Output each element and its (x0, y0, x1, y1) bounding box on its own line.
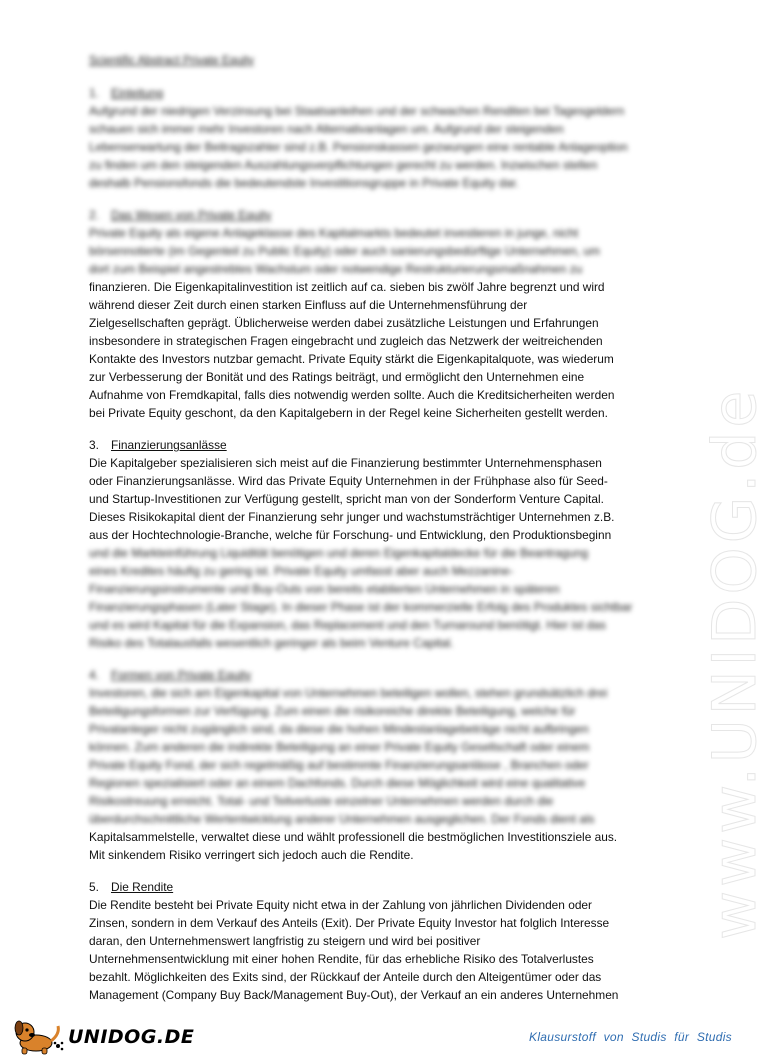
text-line: deshalb Pensionsfonds die bedeutendste Investitionsgruppe in Private Equity dar. (89, 176, 519, 190)
section-heading (89, 436, 669, 454)
dog-icon (8, 1016, 68, 1056)
text-line: Private Equity Fond, der sich regelmäßig auf bestimmte Finanzierungsanlässe , Branchen oder (89, 758, 589, 772)
section-number: 1. (89, 86, 99, 100)
text-line: Unternehmensentwicklung mit einer hohen Rendite, für das erhebliche Risiko des Totalverlustes (89, 952, 594, 966)
text-line: Die Kapitalgeber spezialisieren sich meist auf die Finanzierung bestimmter Unternehmensphasen (89, 456, 602, 470)
text-line: Aufgrund der niedrigen Verzinsung bei Staatsanleihen und der schwachen Renditen bei Tagesgeldern (89, 104, 625, 118)
text-line: Zinsen, sondern in dem Verkauf des Anteils (Exit). Der Private Equity Investor hat folglich Interesse (89, 916, 610, 930)
text-line: schauen sich immer mehr Investoren nach Alternativanlagen um. Aufgrund der steigenden (89, 122, 564, 136)
section-heading-text: Die Rendite (111, 880, 174, 894)
section-heading (89, 878, 669, 896)
text-line: Privatanleger nicht zugänglich sind, da diese die hohen Mindestanlagebeträge nicht aufbringen (89, 722, 589, 736)
section-number: 5. (89, 880, 99, 894)
logo-text: UNIDOG.DE (68, 1026, 195, 1048)
text-line: und Startup-Investitionen zur Verfügung gestellt, spricht man von der Sonderform Venture Capital. (89, 492, 604, 506)
section-heading-text: Das Wesen von Private Equity (111, 208, 272, 222)
text-line: aus der Hochtechnologie-Branche, welche für Forschung- und Entwicklung, den Produktionsbeginn (89, 528, 612, 542)
section-number: 3. (89, 438, 99, 452)
section-heading-text: Formen von Private Equity (111, 668, 252, 682)
text-line: Finanzierungsphasen (Later Stage). In dieser Phase ist der kommerzielle Erfolg des Produktes sichtbar (89, 600, 633, 614)
section-heading (89, 206, 669, 224)
section (89, 666, 669, 864)
section-number: 4. (89, 668, 99, 682)
text-line: daran, den Unternehmenswert langfristig zu steigern und wird bei positiver (89, 934, 481, 948)
text-line: Finanzierungsinstrumente und Buy-Outs von bereits etablierten Unternehmen in späteren (89, 582, 560, 596)
text-line: Lebenserwartung der Beitragszahler sind z.B. Pensionskassen gezwungen eine rentable Anlageoption (89, 140, 628, 154)
text-line: Die Rendite besteht bei Private Equity nicht etwa in der Zahlung von jährlichen Dividenden oder (89, 898, 593, 912)
text-line: zur Verbesserung der Bonität und des Ratings beiträgt, und ermöglicht den Unternehmen eine (89, 370, 585, 384)
text-line: bei Private Equity geschont, da den Kapitalgebern in der Regel keine Sicherheiten gestellt werden. (89, 406, 608, 420)
sections-container (89, 84, 669, 1004)
unidog-logo (8, 1016, 195, 1056)
footer-tagline: Klausurstoff von Studis für Studis (529, 1030, 732, 1044)
text-line: Kapitalsammelstelle, verwaltet diese und wählt professionell die bestmöglichen Investitionsziele aus. (89, 830, 618, 844)
text-line: eines Kredites häufig zu gering ist. Private Equity umfasst aber auch Mezzanine- (89, 564, 514, 578)
section-heading-text: Einleitung (111, 86, 164, 100)
text-line: börsennotierte (im Gegenteil zu Public Equity) oder auch sanierungsbedürftige Unternehmen, um (89, 244, 600, 258)
text-line: bezahlt. Möglichkeiten des Exits sind, der Rückkauf der Anteile durch den Alteigentümer oder das (89, 970, 602, 984)
section (89, 878, 669, 1004)
document-body (89, 52, 669, 1018)
text-line: Risikostreuung erreicht. Total- und Teilverluste einzelner Unternehmen werden durch die (89, 794, 554, 808)
section-number: 2. (89, 208, 99, 222)
text-line: Investoren, die sich am Eigenkapital von Unternehmen beteiligen wollen, stehen grundsätzlich drei (89, 686, 608, 700)
text-line: und es wird Kapital für die Expansion, das Replacement und den Turnaround benötigt. Hier ist das (89, 618, 606, 632)
text-line: Zielgesellschaften geprägt. Üblicherweise werden dabei zusätzliche Leistungen und Erfahrungen (89, 316, 599, 330)
text-line: Beteiligungsformen zur Verfügung. Zum einen die risikoreiche direkte Beteiligung, welche für (89, 704, 576, 718)
section-heading (89, 84, 669, 102)
section-heading-text: Finanzierungsanlässe (111, 438, 227, 452)
text-line: Dieses Risikokapital dient der Finanzierung sehr junger und wachstumsträchtiger Unternehmen z.B. (89, 510, 615, 524)
text-line: zu finden um den steigenden Auszahlungsverpflichtungen gerecht zu werden. Inzwischen stellen (89, 158, 598, 172)
text-line: während dieser Zeit durch einen starken Einfluss auf die Unternehmensführung der (89, 298, 528, 312)
text-line: Risiko des Totalausfalls wesentlich geringer als beim Venture Capital. (89, 636, 454, 650)
text-line: Mit sinkendem Risiko verringert sich jedoch auch die Rendite. (89, 848, 414, 862)
section (89, 206, 669, 422)
section (89, 436, 669, 652)
text-line: und die Markteinführung Liquidität benötigen und deren Eigenkapitaldecke für die Beantragung (89, 546, 589, 560)
section (89, 84, 669, 192)
text-line: Kontakte des Investors nutzbar gemacht. Private Equity stärkt die Eigenkapitalquote, was wiederum (89, 352, 614, 366)
text-line: insbesondere in strategischen Fragen eingebracht und zugleich das Netzwerk der weitreichenden (89, 334, 603, 348)
text-line: dort zum Beispiel angestrebtes Wachstum oder notwendige Restrukturierungsmaßnahmen zu (89, 262, 583, 276)
text-line: finanzieren. Die Eigenkapitalinvestition ist zeitlich auf ca. sieben bis zwölf Jahre begrenzt und wird (89, 280, 605, 294)
document-title: Scientific Abstract Private Equity (89, 55, 254, 67)
text-line: können. Zum anderen die indirekte Beteiligung an einer Private Equity Gesellschaft oder einem (89, 740, 590, 754)
text-line: oder Finanzierungsanlässe. Wird das Private Equity Unternehmen in der Frühphase also für Seed- (89, 474, 608, 488)
watermark: www.UNIDOG.de (700, 386, 770, 940)
text-line: Regionen spezialisiert oder an einem Dachfonds. Durch diese Möglichkeit wird eine qualitative (89, 776, 586, 790)
text-line: Private Equity als eigene Anlageklasse des Kapitalmarkts bedeutet investieren in junge, nicht (89, 226, 579, 240)
section-heading (89, 666, 669, 684)
page-footer (0, 1012, 750, 1060)
text-line: überdurchschnittliche Wertentwicklung anderer Unternehmen ausgeglichen. Der Fonds dient als (89, 812, 595, 826)
text-line: Aufnahme von Fremdkapital, falls dies notwendig werden sollte. Auch die Kreditsicherheiten werden (89, 388, 615, 402)
text-line: Management (Company Buy Back/Management Buy-Out), der Verkauf an ein anderes Unternehmen (89, 988, 619, 1002)
